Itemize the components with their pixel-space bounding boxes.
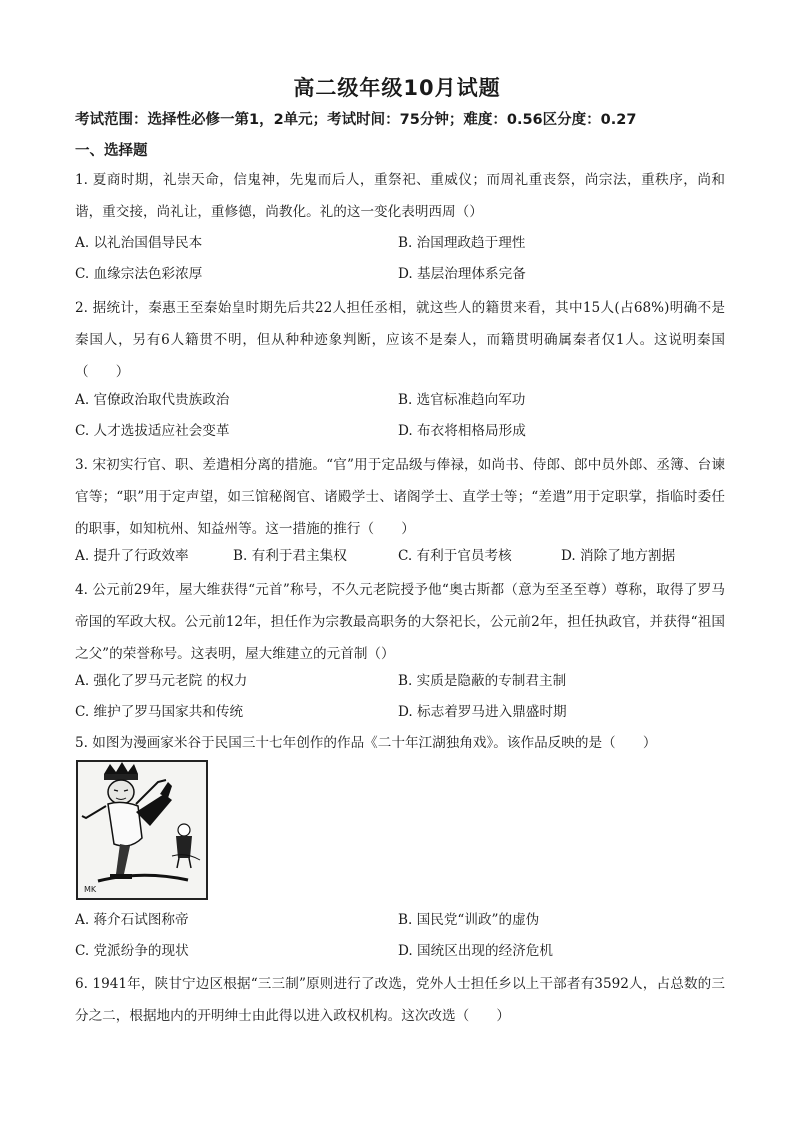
page-title: 高二级年级10月试题 <box>293 76 501 100</box>
question-5-stem: 5. 如图为漫画家米谷于民国三十七年创作的作品《二十年江湖独角戏》。该作品反映的是（ ） <box>75 735 657 751</box>
question-5-option-b[interactable]: B. 国民党“训政”的虚伪 <box>398 912 540 928</box>
question-3-option-b[interactable]: B. 有利于君主集权 <box>233 548 347 564</box>
exam-meta: 考试范围：选择性必修一第1，2单元；考试时间：75分钟；难度：0.56区分度：0.27 <box>75 112 637 128</box>
question-1-option-b[interactable]: B. 治国理政趋于理性 <box>398 235 526 251</box>
question-4-option-d[interactable]: D. 标志着罗马进入鼎盛时期 <box>398 704 567 720</box>
question-4-option-c[interactable]: C. 维护了罗马国家共和传统 <box>75 704 244 720</box>
question-2-option-a[interactable]: A. 官僚政治取代贵族政治 <box>75 392 230 408</box>
question-2-option-b[interactable]: B. 选官标准趋向军功 <box>398 392 526 408</box>
question-5-option-a[interactable]: A. 蒋介石试图称帝 <box>75 912 189 928</box>
question-3-option-d[interactable]: D. 消除了地方割据 <box>561 548 676 564</box>
question-4-option-b[interactable]: B. 实质是隐蔽的专制君主制 <box>398 673 567 689</box>
question-2-option-c[interactable]: C. 人才选拔适应社会变革 <box>75 423 230 439</box>
question-1-option-d[interactable]: D. 基层治理体系完备 <box>398 266 526 282</box>
cartoon-image <box>76 760 208 900</box>
question-5-option-d[interactable]: D. 国统区出现的经济危机 <box>398 943 553 959</box>
question-1-stem: 1. 夏商时期，礼崇天命，信鬼神，先鬼而后人，重祭祀、重威仪；而周礼重丧祭，尚宗法，重秩序，尚和谐，重交接，尚礼让，重修德，尚教化。礼的这一变化表明西周（） <box>75 172 725 220</box>
question-1-option-c[interactable]: C. 血缘宗法色彩浓厚 <box>75 266 203 282</box>
section-heading: 一、选择题 <box>75 143 148 159</box>
question-3-stem: 3. 宋初实行官、职、差遣相分离的措施。“官”用于定品级与俸禄，如尚书、侍郎、郎中员外郎、丞簿、台谏官等；“职”用于定声望，如三馆秘阁官、诸殿学士、诸阁学士、直学士等；“差遣”用于定职掌，指临时委任的职事，如知杭州、知益州等。这一措施的推行（ ） <box>75 457 725 537</box>
question-2-stem: 2. 据统计，秦惠王至秦始皇时期先后共22人担任丞相，就这些人的籍贯来看，其中15人(占68%)明确不是秦国人，另有6人籍贯不明，但从种种迹象判断，应该不是秦人，而籍贯明确属秦者仅1人。这说明秦国（ ） <box>75 300 725 380</box>
question-4-option-a[interactable]: A. 强化了罗马元老院 的权力 <box>75 673 248 689</box>
cartoon-signature: MK <box>84 885 97 894</box>
question-2-option-d[interactable]: D. 布衣将相格局形成 <box>398 423 526 439</box>
question-1-option-a[interactable]: A. 以礼治国倡导民本 <box>75 235 203 251</box>
question-6-stem: 6. 1941年，陕甘宁边区根据“三三制”原则进行了改选，党外人士担任乡以上干部者有3592人，占总数的三分之二，根据地内的开明绅士由此得以进入政权机构。这次改选（ ） <box>75 976 725 1024</box>
question-4-stem: 4. 公元前29年，屋大维获得“元首”称号，不久元老院授予他“奥古斯都（意为至圣至尊）尊称，取得了罗马帝国的军政大权。公元前12年，担任作为宗教最高职务的大祭祀长，公元前2年，担任执政官，并获得“祖国之父”的荣誉称号。这表明，屋大维建立的元首制（） <box>75 582 725 662</box>
question-3-option-c[interactable]: C. 有利于官员考核 <box>398 548 512 564</box>
question-3-option-a[interactable]: A. 提升了行政效率 <box>75 548 189 564</box>
question-5-option-c[interactable]: C. 党派纷争的现状 <box>75 943 189 959</box>
